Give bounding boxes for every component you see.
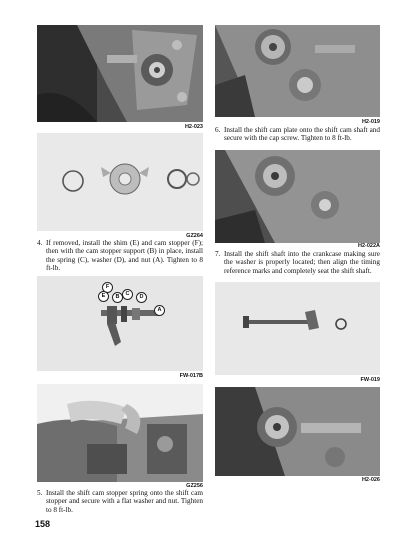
photo-cam-stopper-assembly [37,276,203,371]
figure-code: FW-017B [179,373,203,379]
callout-c: C [122,289,133,300]
photo-timing-marks [215,387,380,476]
callout-e: E [98,291,109,302]
step-text: Install the shift cam plate onto the shift cam shaft and secure with the cap screw. Tighten to 8 ft-lb. [224,126,380,143]
step-number: 6. [215,126,221,134]
photo-shift-cam-plate [215,25,380,117]
step-number: 4. [37,239,43,247]
figure-code: H2-023 [184,124,203,130]
photo-engine-cam-stopper [37,25,203,122]
figure-code: GZ256 [186,483,203,489]
callout-a: A [154,305,165,316]
figure-code: H2-026 [361,477,380,483]
photo-installing-spring [37,384,203,482]
figure-code: H2-022A [357,243,380,249]
step-4 [37,239,203,273]
step-text: Install the shift cam stopper spring onto the shift cam stopper and secure with a flat washer and nut. Tighten to 8 ft-lb. [46,489,203,514]
figure-code: H2-019 [361,119,380,125]
step-text: Install the shift shaft into the crankcase making sure the washer is properly located; then align the timing reference marks and completely seat the shift shaft. [224,250,380,275]
step-5 [37,489,203,514]
photo-cam-stopper-parts [37,133,203,231]
step-6 [215,126,380,143]
callout-b: B [112,292,123,303]
step-text: If removed, install the shim (E) and cam stopper (F); then with the cam stopper support (B) in place, install the spring (C), washer (D), and nut (A). Tighten to 8 ft-lb. [46,239,203,273]
step-number: 7. [215,250,221,258]
figure-code: GZ264 [186,233,203,239]
callout-f: F [102,282,113,293]
page-number: 158 [35,519,51,529]
callout-d: D [136,292,147,303]
step-number: 5. [37,489,43,497]
figure-code: FW-019 [360,377,380,383]
photo-cap-screw [215,150,380,243]
photo-shift-shaft [215,282,380,375]
step-7 [215,250,380,275]
